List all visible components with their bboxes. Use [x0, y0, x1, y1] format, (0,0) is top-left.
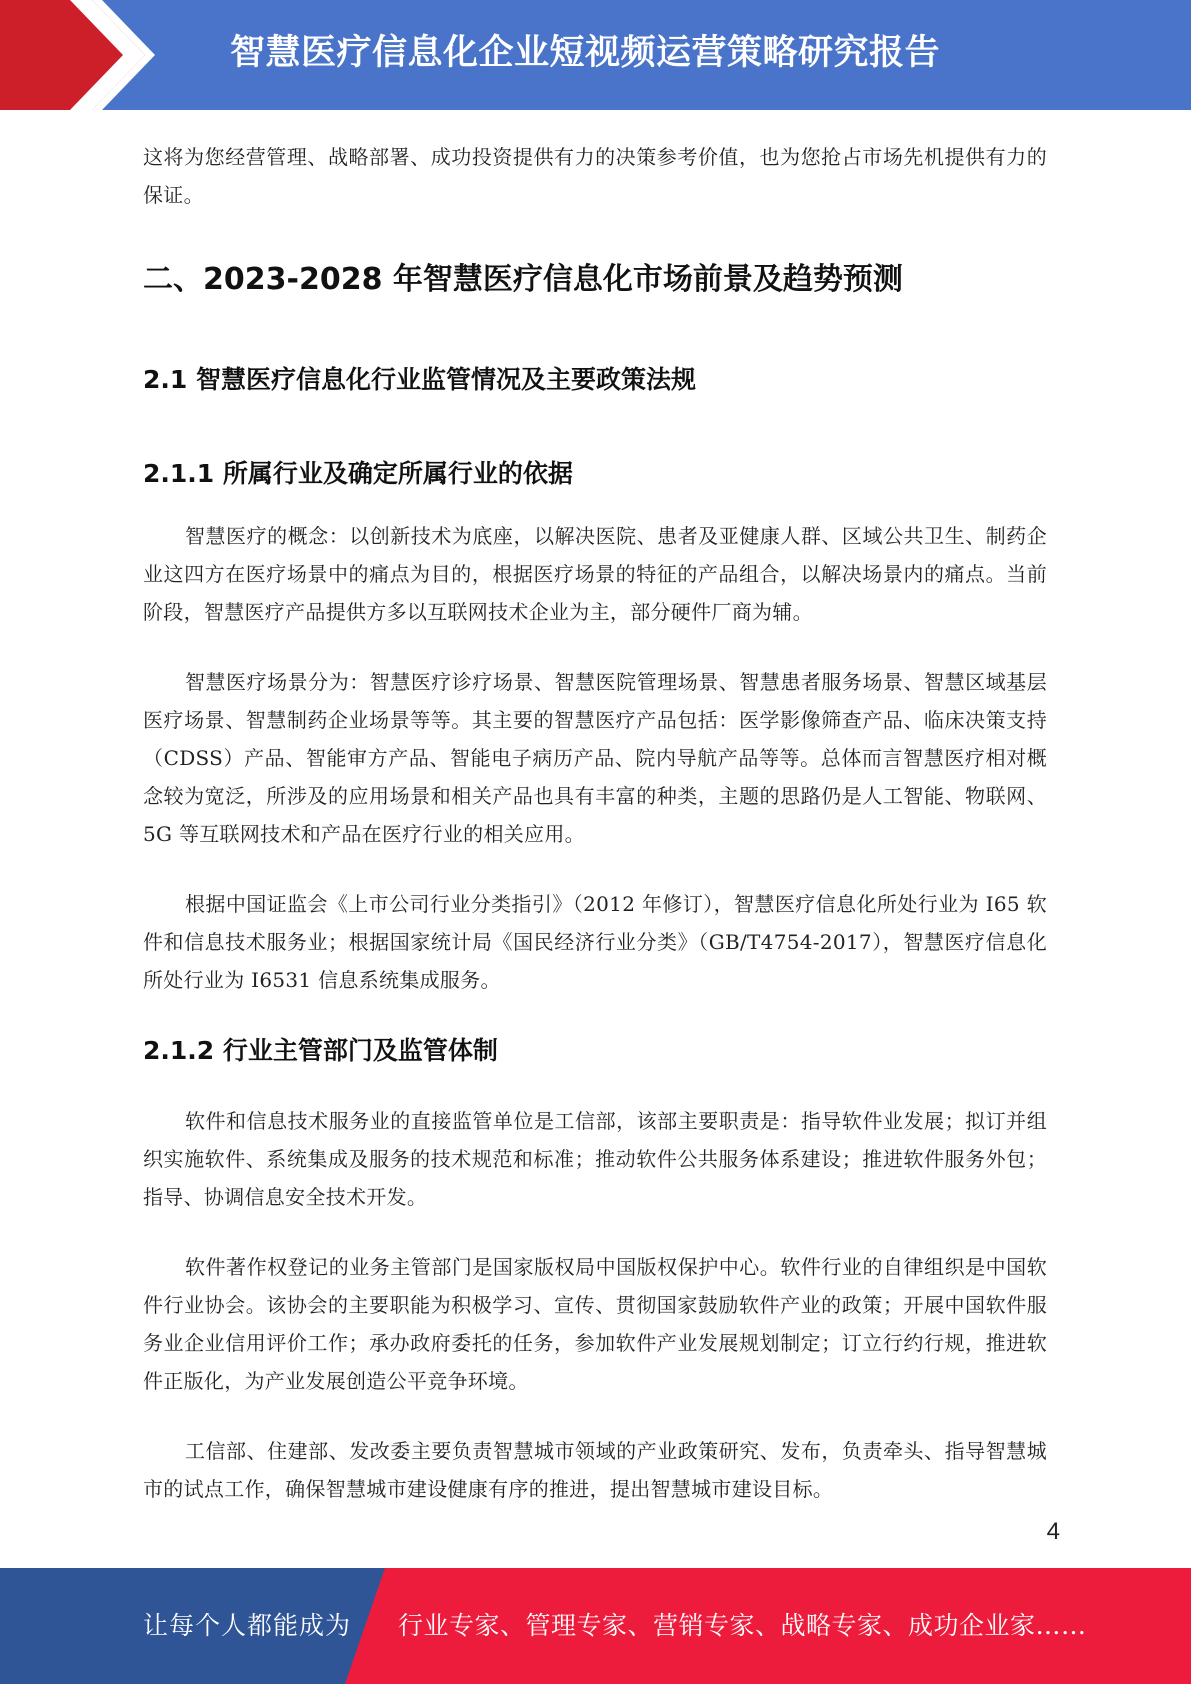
- paragraph: 工信部、住建部、发改委主要负责智慧城市领域的产业政策研究、发布，负责牵头、指导智慧城市的试点工作，确保智慧城市建设健康有序的推进，提出智慧城市建设目标。: [143, 1439, 1047, 1501]
- footer-slogan-right: 行业专家、管理专家、营销专家、战略专家、成功企业家……: [398, 1611, 1087, 1640]
- page-content: [143, 130, 1047, 1508]
- paragraph: 智慧医疗的概念：以创新技术为底座，以解决医院、患者及亚健康人群、区域公共卫生、制药企业这四方在医疗场景中的痛点为目的，根据医疗场景的特征的产品组合，以解决场景内的痛点。当前阶段，智慧医疗产品提供方多以互联网技术企业为主，部分硬件厂商为辅。: [143, 524, 1047, 624]
- paragraph: 软件著作权登记的业务主管部门是国家版权局中国版权保护中心。软件行业的自律组织是中国软件行业协会。该协会的主要职能为积极学习、宣传、贯彻国家鼓励软件产业的政策；开展中国软件服务业企业信用评价工作；承办政府委托的任务，参加软件产业发展规划制定；订立行约行规，推进软件正版化，为产业发展创造公平竞争环境。: [143, 1255, 1047, 1393]
- header-arrow-decoration: [0, 0, 260, 110]
- page-number: 4: [1046, 1518, 1060, 1545]
- subsubsection-heading-2-1-2: 2.1.2 行业主管部门及监管体制: [143, 1036, 498, 1065]
- intro-paragraph: 这将为您经营管理、战略部署、成功投资提供有力的决策参考价值，也为您抢占市场先机提供有力的保证。: [143, 145, 1047, 207]
- subsection-heading: 2.1 智慧医疗信息化行业监管情况及主要政策法规: [143, 365, 696, 394]
- subsubsection-heading-2-1-1: 2.1.1 所属行业及确定所属行业的依据: [143, 459, 573, 488]
- page-footer: [0, 1568, 1191, 1684]
- footer-slogan-left: 让每个人都能成为: [143, 1611, 352, 1640]
- paragraph: 根据中国证监会《上市公司行业分类指引》（2012 年修订），智慧医疗信息化所处行业为 I65 软件和信息技术服务业；根据国家统计局《国民经济行业分类》（GB/T4754-2017），智慧医疗信息化所处行业为 I6531 信息系统集成服务。: [143, 892, 1047, 992]
- report-title: 智慧医疗信息化企业短视频运营策略研究报告: [230, 33, 941, 73]
- section-heading: 二、2023-2028 年智慧医疗信息化市场前景及趋势预测: [143, 262, 903, 297]
- paragraph: 智慧医疗场景分为：智慧医疗诊疗场景、智慧医院管理场景、智慧患者服务场景、智慧区域基层医疗场景、智慧制药企业场景等等。其主要的智慧医疗产品包括：医学影像筛查产品、临床决策支持（CDSS）产品、智能审方产品、智能电子病历产品、院内导航产品等等。总体而言智慧医疗相对概念较为宽泛，所涉及的应用场景和相关产品也具有丰富的种类，主题的思路仍是人工智能、物联网、5G 等互联网技术和产品在医疗行业的相关应用。: [143, 670, 1047, 846]
- paragraph: 软件和信息技术服务业的直接监管单位是工信部，该部主要职责是：指导软件业发展；拟订并组织实施软件、系统集成及服务的技术规范和标准；推动软件公共服务体系建设；推进软件服务外包；指导、协调信息安全技术开发。: [143, 1109, 1047, 1209]
- page-header: [0, 0, 1191, 110]
